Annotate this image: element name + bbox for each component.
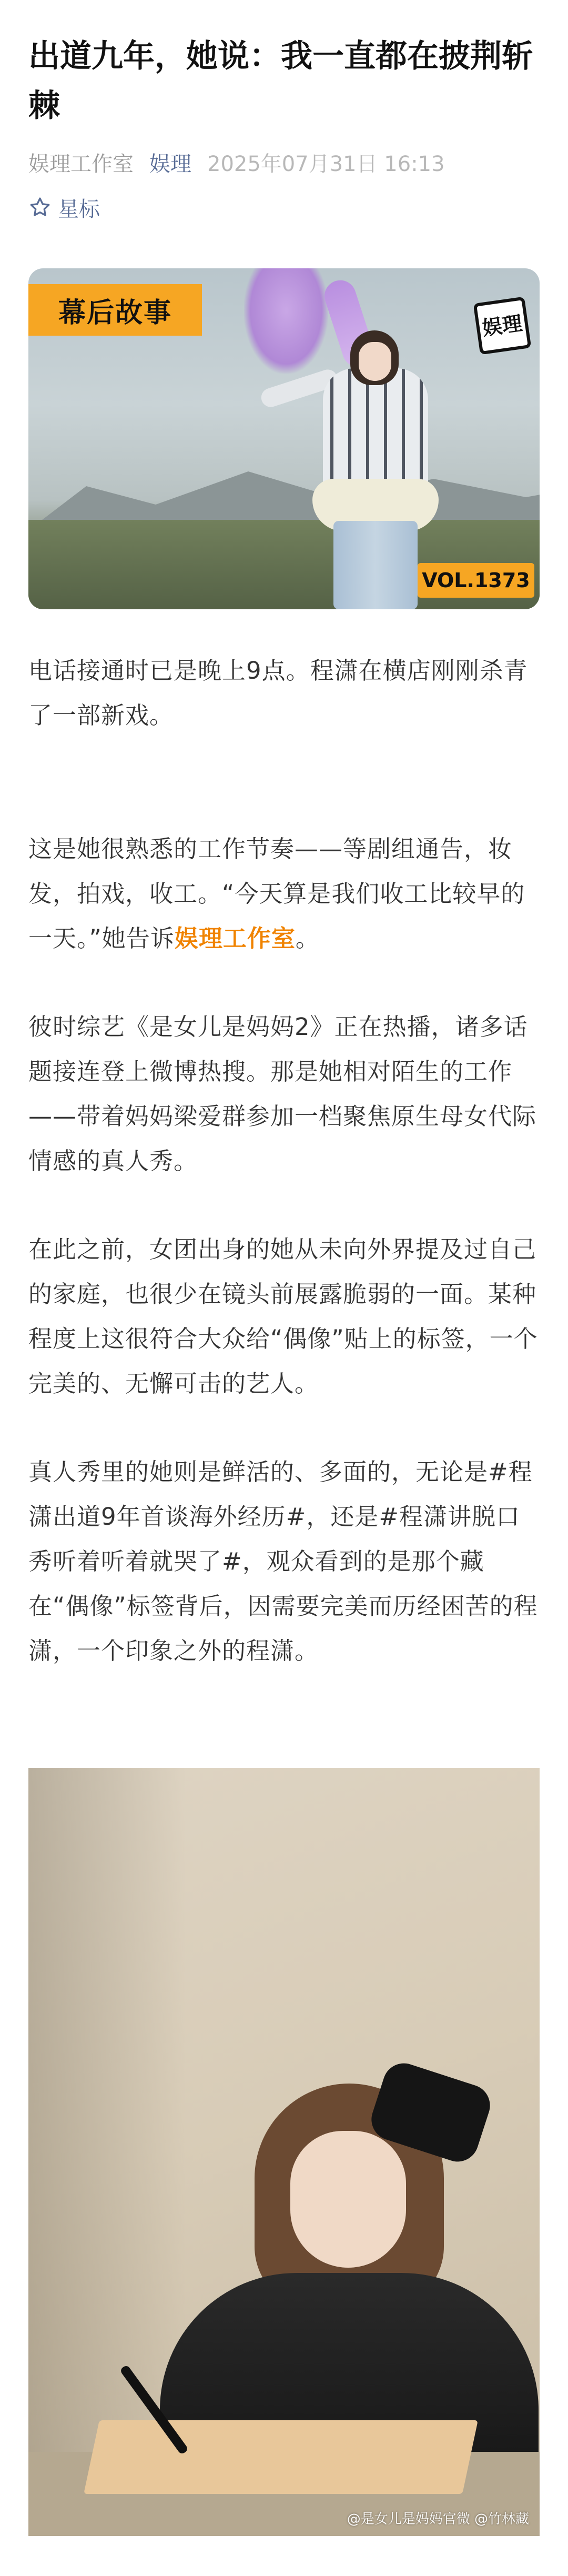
paragraph-2: [28, 827, 540, 961]
hero-badge: 幕后故事: [28, 284, 202, 336]
star-button[interactable]: [28, 192, 100, 223]
author-name[interactable]: 娱理工作室: [28, 152, 134, 176]
volume-label: VOL.1373: [418, 563, 534, 598]
notebook: [84, 2420, 478, 2494]
paragraph-2-text-before: 这是她很熟悉的工作节奏——等剧组通告，妆发，拍戏，收工。“今天算是我们收工比较早的一天。”她告诉: [28, 835, 525, 952]
person-face: [359, 342, 391, 381]
paragraph-5: 真人秀里的她则是鲜活的、多面的，无论是#程潇出道9年首谈海外经历#，还是#程潇讲脱口秀听着听着就哭了#，观众看到的是那个藏在“偶像”标签背后，因需要完美而历经困苦的程潇，一个印象之外的程潇。: [28, 1458, 538, 1665]
star-label: 星标: [58, 197, 100, 222]
publish-date: 2025年07月31日 16:13: [207, 152, 445, 176]
article-title: 出道九年，她说：我一直都在披荆斩棘: [28, 38, 533, 124]
person-body: [323, 368, 428, 495]
person-jeans: [333, 521, 418, 609]
article-photo: [28, 1768, 540, 2536]
photo-watermark: @是女儿是妈妈官微 @竹林藏: [347, 2511, 529, 2527]
paragraph-2-text-after: 。: [295, 924, 320, 952]
highlight-link[interactable]: 娱理工作室: [174, 924, 296, 952]
article-meta: [28, 146, 445, 178]
paragraph-4: 在此之前，女团出身的她从未向外界提及过自己的家庭，也很少在镜头前展露脆弱的一面。某种程度上这很符合大众给“偶像”贴上的标签，一个完美的、无懈可击的艺人。: [28, 1235, 538, 1397]
star-icon: [28, 196, 52, 219]
mountains: [28, 457, 540, 530]
hero-image: [28, 268, 540, 609]
kite: [244, 268, 328, 374]
person-face: [290, 2131, 406, 2268]
brand-logo: 娱理: [473, 297, 532, 355]
paragraph-3: 彼时综艺《是女儿是妈妈2》正在热播，诸多话题接连登上微博热搜。那是她相对陌生的工作——带着妈妈梁爱群参加一档聚焦原生母女代际情感的真人秀。: [28, 1013, 537, 1175]
paragraph-1: 电话接通时已是晚上9点。程潇在横店刚刚杀青了一部新戏。: [28, 657, 528, 729]
account-link[interactable]: 娱理: [149, 152, 191, 176]
